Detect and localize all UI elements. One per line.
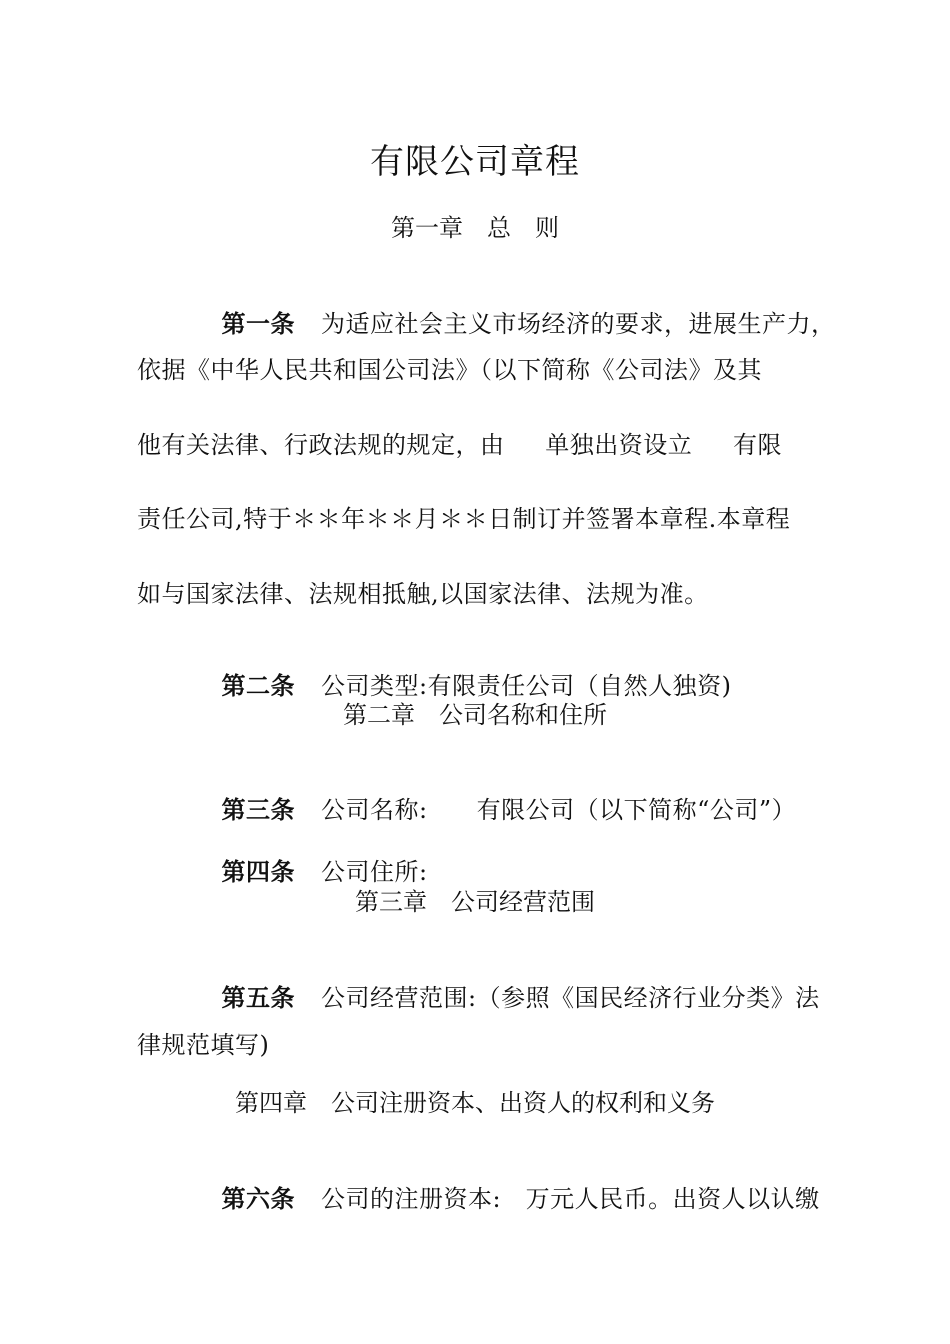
article-2-label: 第二条 [221,672,296,700]
article-5-text: 公司经营范围:（参照《国民经济行业分类》法 [321,984,820,1012]
article-6-text: 公司的注册资本: 万元人民币。出资人以认缴 [321,1185,820,1213]
article-4-text: 公司住所: [321,858,428,886]
article-6 [137,1151,837,1242]
chapter-3-heading: 第三章 公司经营范围 [355,888,595,916]
chapter-4-heading: 第四章 公司注册资本、出资人的权利和义务 [235,1089,715,1117]
article-1-line-2: 依据《中华人民共和国公司法》（以下简称《公司法》及其 [137,356,762,384]
article-1-line-5: 如与国家法律、法规相抵触,以国家法律、法规为准。 [137,580,709,608]
article-5-line-2: 律规范填写) [137,1031,270,1059]
article-6-label: 第六条 [221,1185,296,1213]
article-1-line-3: 他有关法律、行政法规的规定，由 单独出资设立 有限 [137,431,783,459]
article-3-text: 公司名称: 有限公司（以下简称“公司”） [321,796,797,824]
chapter-1-heading: 第一章 总 则 [391,214,559,242]
article-1-line-4: 责任公司,特于＊＊年＊＊月＊＊日制订并签署本章程.本章程 [137,505,791,533]
article-4-label: 第四条 [221,858,296,886]
article-3-label: 第三条 [221,796,296,824]
document-title: 有限公司章程 [370,142,580,182]
article-1-label: 第一条 [221,310,296,338]
article-5-label: 第五条 [221,984,296,1012]
chapter-2-heading: 第二章 公司名称和住所 [343,701,607,729]
article-2-text: 公司类型:有限责任公司（自然人独资) [321,672,732,700]
article-1-text: 为适应社会主义市场经济的要求，进展生产力， [321,310,836,338]
